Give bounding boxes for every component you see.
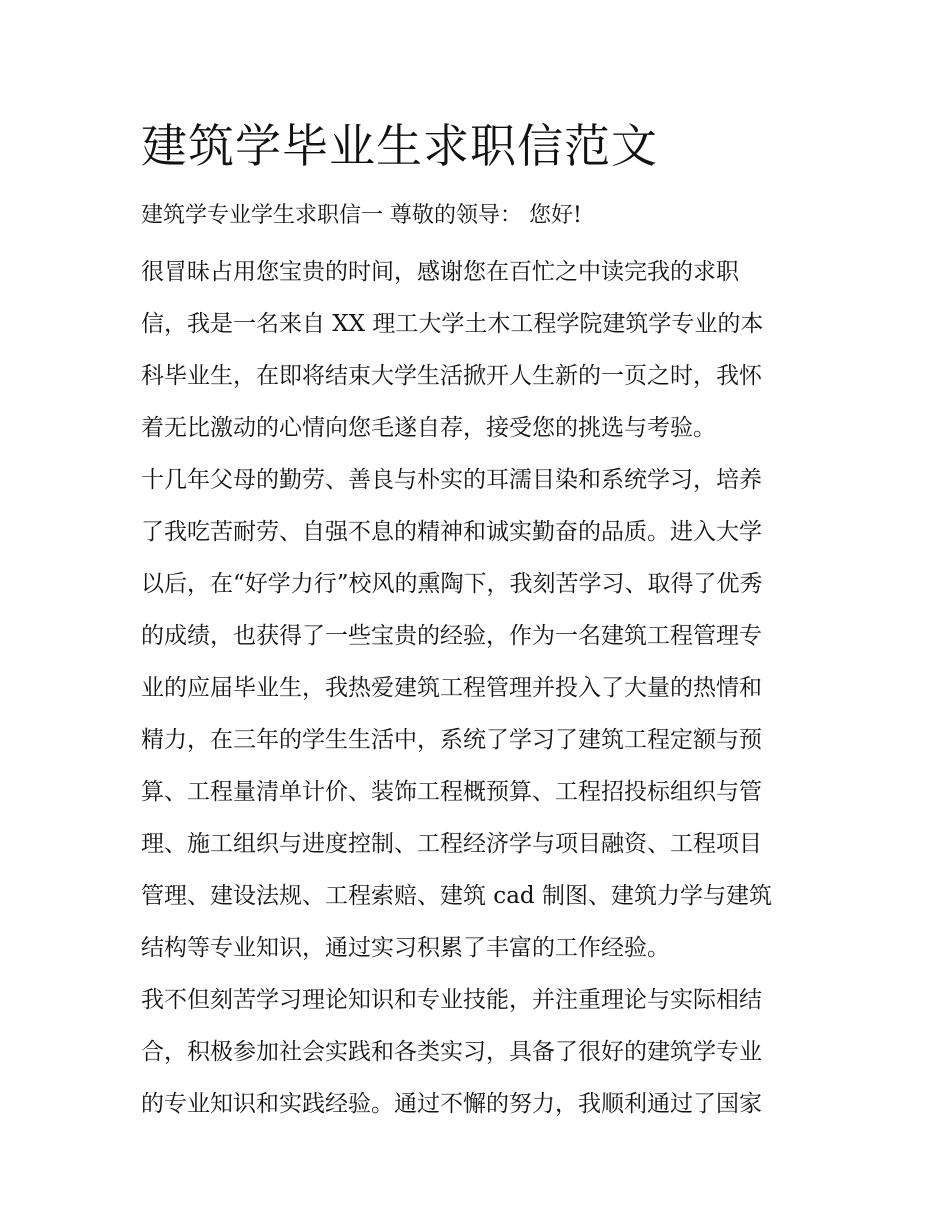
text-line: 我不但刻苦学习理论知识和专业技能，并注重理论与实际相结 bbox=[141, 987, 762, 1013]
greeting-line: 建筑学专业学生求职信一 尊敬的领导： 您好! bbox=[141, 203, 582, 228]
paragraph-education bbox=[141, 454, 813, 974]
text-line: 信，我是一名来自 XX 理工大学土木工程学院建筑学专业的本 bbox=[141, 311, 764, 337]
text-line: 科毕业生，在即将结束大学生活掀开人生新的一页之时，我怀 bbox=[141, 363, 762, 389]
text-line: 理、施工组织与进度控制、工程经济学与项目融资、工程项目 bbox=[141, 831, 762, 857]
document-title: 建筑学毕业生求职信范文 bbox=[141, 119, 658, 173]
text-line: 算、工程量清单计价、装饰工程概预算、工程招投标组织与管 bbox=[141, 779, 762, 805]
text-line: 了我吃苦耐劳、自强不息的精神和诚实勤奋的品质。进入大学 bbox=[141, 519, 762, 545]
document-body bbox=[141, 112, 813, 1130]
text-line: 业的应届毕业生，我热爱建筑工程管理并投入了大量的热情和 bbox=[141, 675, 762, 701]
text-line: 合，积极参加社会实践和各类实习，具备了很好的建筑学专业 bbox=[141, 1039, 762, 1065]
text-line: 精力，在三年的学生生活中，系统了学习了建筑工程定额与预 bbox=[141, 727, 762, 753]
text-line: 管理、建设法规、工程索赔、建筑 cad 制图、建筑力学与建筑 bbox=[141, 883, 772, 909]
paragraph-practice bbox=[141, 974, 813, 1130]
text-line: 着无比激动的心情向您毛遂自荐，接受您的挑选与考验。 bbox=[141, 415, 716, 441]
text-line: 以后，在“好学力行”校风的熏陶下，我刻苦学习、取得了优秀 bbox=[141, 571, 763, 597]
text-line: 的成绩，也获得了一些宝贵的经验，作为一名建筑工程管理专 bbox=[141, 623, 762, 649]
paragraph-intro bbox=[141, 246, 813, 454]
text-line: 的专业知识和实践经验。通过不懈的努力，我顺利通过了国家 bbox=[141, 1091, 762, 1117]
text-line: 十几年父母的勤劳、善良与朴实的耳濡目染和系统学习，培养 bbox=[141, 467, 762, 493]
text-line: 很冒昧占用您宝贵的时间，感谢您在百忙之中读完我的求职 bbox=[141, 259, 739, 285]
text-line: 结构等专业知识，通过实习积累了丰富的工作经验。 bbox=[141, 935, 670, 961]
